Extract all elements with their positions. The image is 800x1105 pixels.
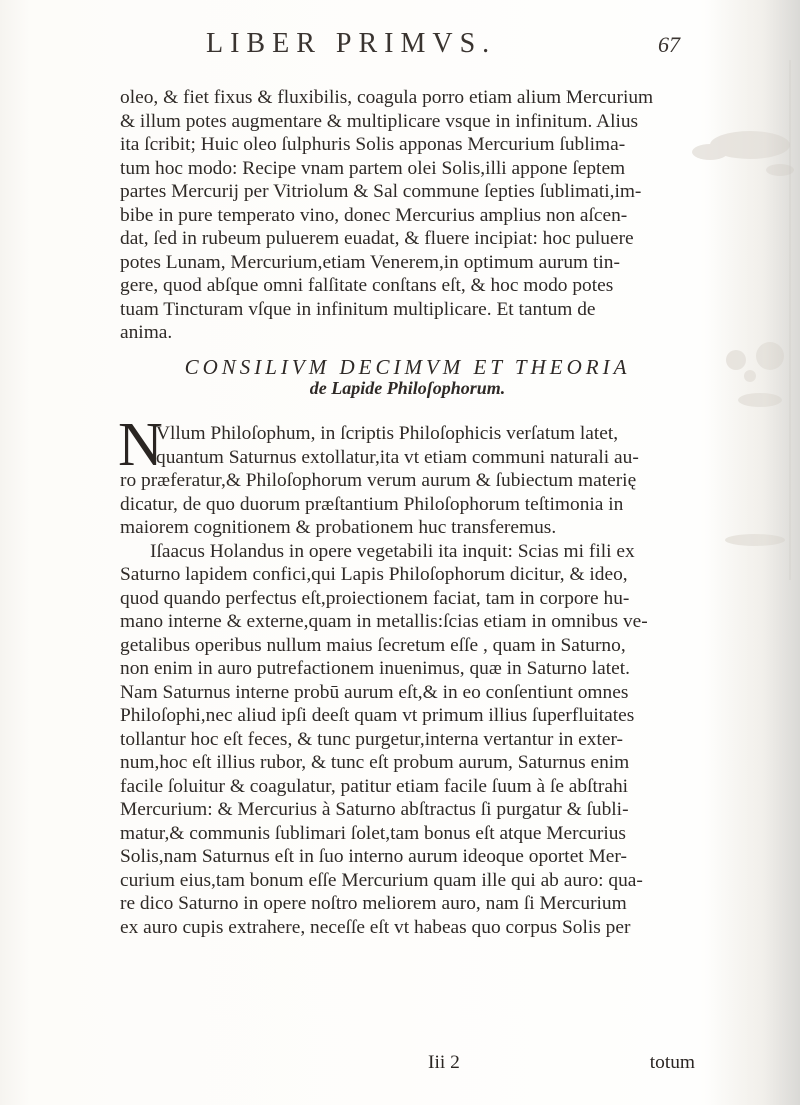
text-line: anima.: [120, 322, 173, 343]
running-title: LIBER PRIMVS.: [206, 28, 497, 59]
catchword: totum: [649, 1052, 695, 1073]
page-number: 67: [658, 32, 680, 57]
text-line: oleo, & fiet fixus & fluxibilis, coagula porro etiam alium Mercurium: [120, 87, 654, 108]
text-line: mano interne & externe,quam in metallis:ſcias etiam in omnibus ve-: [120, 611, 648, 632]
text-line: Vllum Philoſophum, in ſcriptis Philoſophicis verſatum latet,: [156, 423, 619, 444]
text-line: ex auro cupis extrahere, neceſſe eſt vt habeas quo corpus Solis per: [120, 916, 631, 938]
text-line: tuam Tincturam vſque in infinitum multiplicare. Et tantum de: [120, 298, 596, 320]
text-line: potes Lunam, Mercurium,etiam Venerem,in optimum aurum tin-: [120, 251, 620, 273]
text-line: num,hoc eſt illius rubor, & tunc eſt probum aurum, Saturnus enim: [120, 752, 630, 773]
text-line: maiorem cognitionem & probationem huc transferemus.: [120, 517, 557, 538]
page-header: [120, 26, 680, 62]
text-line: tollantur hoc eſt feces, & tunc purgetur,interna vertantur in exter-: [120, 728, 623, 750]
text-line: Saturno lapidem confici,qui Lapis Philoſophorum dicitur, & ideo,: [120, 564, 628, 585]
text-line: getalibus operibus nullum maius ſecretum eſſe , quam in Saturno,: [120, 634, 626, 656]
text-line: ro præferatur,& Philoſophorum verum aurum & ſubiectum materię: [120, 470, 637, 491]
section-subheading: de Lapide Philoſophorum.: [309, 378, 506, 398]
text-line: Philoſophi,nec aliud ipſi deeſt quam vt primum illius ſuperfluitates: [120, 705, 635, 726]
text-line: Solis,nam Saturnus eſt in ſuo interno aurum ideoque oportet Mer-: [120, 846, 627, 867]
top-paragraph: [120, 86, 695, 345]
text-line: facile ſoluitur & coagulatur, patitur etiam facile ſuum à ſe abſtrahi: [120, 775, 629, 797]
text-line: gere, quod abſque omni falſitate conſtans eſt, & hoc modo potes: [120, 275, 614, 296]
text-line: dat, ſed in rubeum puluerem euadat, & fluere incipiat: hoc puluere: [120, 228, 634, 249]
text-line: Nam Saturnus interne probū aurum eſt,& in eo conſentiunt omnes: [120, 681, 629, 703]
text-line: curium eius,tam bonum eſſe Mercurium quam ille qui ab auro: qua-: [120, 869, 643, 891]
text-line: quantum Saturnus extollatur,ita vt etiam communi naturali au-: [156, 446, 639, 468]
text-line: partes Mercurij per Vitriolum & Sal commune ſepties ſublimati,im-: [120, 181, 642, 202]
text-line: & illum potes augmentare & multiplicare vsque in infinitum. Alius: [120, 110, 639, 132]
text-line: matur,& communis ſublimari ſolet,tam bonus eſt atque Mercurius: [120, 822, 626, 844]
text-line: quod quando perfectus eſt,proiectionem faciat, tam in corpore hu-: [120, 587, 630, 609]
drop-cap: N: [118, 411, 163, 479]
section-heading: CONSILIVM DECIMVM ET THEORIA: [184, 355, 631, 379]
main-paragraph: [120, 422, 695, 939]
signature-mark: Iii 2: [428, 1052, 460, 1073]
text-line: Iſaacus Holandus in opere vegetabili ita inquit: Scias mi fili ex: [150, 540, 635, 562]
text-line: bibe in pure temperato vino, donec Mercurius amplius non aſcen-: [120, 204, 628, 226]
page-footer: [120, 1052, 695, 1076]
text-line: tum hoc modo: Recipe vnam partem olei Solis,illi appone ſeptem: [120, 157, 626, 179]
page-edge-shadow: [710, 0, 800, 1105]
text-line: non enim in auro putrefactionem inuenimus, quæ in Saturno latet.: [120, 658, 630, 679]
text-line: Mercurium: & Mercurius à Saturno abſtractus ſi purgatur & ſubli-: [120, 799, 629, 820]
text-line: re dico Saturno in opere noſtro meliorem auro, nam ſi Mercurium: [120, 893, 627, 914]
text-line: ita ſcribit; Huic oleo ſulphuris Solis apponas Mercurium ſublima-: [120, 134, 626, 155]
text-line: dicatur, de quo duorum præſtantium Philoſophorum teſtimonia in: [120, 493, 624, 515]
